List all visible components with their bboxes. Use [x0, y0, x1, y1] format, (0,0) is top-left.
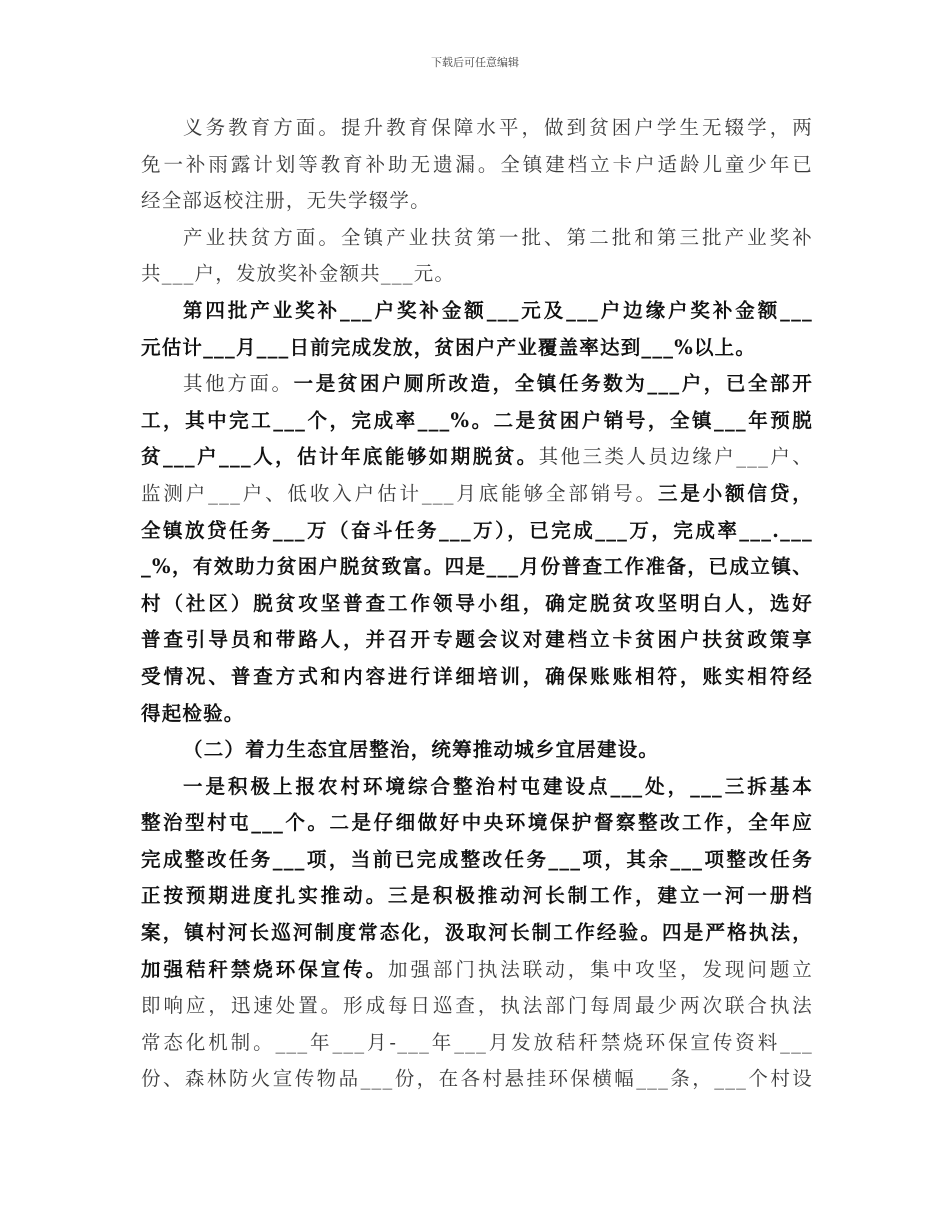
- text-line: [141, 1025, 813, 1062]
- text-segment: 共___户，发放奖补金额共___元。: [141, 262, 456, 286]
- bold-text-segment: 整治型村屯___个。二是仔细做好中央环境保护督察整改工作，全年应: [141, 811, 813, 835]
- text-line: [141, 476, 813, 513]
- text-line: [141, 842, 813, 879]
- bold-text-segment: 一是积极上报农村环境综合整治村屯建设点___处，___三拆基本: [183, 774, 813, 798]
- text-line: [141, 732, 813, 769]
- bold-text-segment: 工，其中完工___个，完成率___%。二是贫困户销号，全镇___年预脱: [141, 408, 813, 432]
- text-line: [141, 622, 813, 659]
- text-line: [141, 878, 813, 915]
- text-line: [141, 256, 813, 293]
- text-segment: 产业扶贫方面。全镇产业扶贫第一批、第二批和第三批产业奖补: [183, 225, 813, 249]
- text-line: [141, 549, 813, 586]
- text-line: [141, 915, 813, 952]
- text-line: [141, 439, 813, 476]
- text-line: [141, 659, 813, 696]
- text-segment: 其他方面。: [183, 372, 294, 396]
- text-line: [141, 183, 813, 220]
- text-segment: 常态化机制。___年___月-___年___月发放秸秆禁烧环保宣传资料___: [141, 1030, 813, 1054]
- text-segment: 监测户___户、低收入户估计___月底能够全部销号。: [141, 481, 658, 505]
- bold-text-segment: 完成整改任务___项，当前已完成整改任务___项，其余___项整改任务: [141, 847, 813, 871]
- text-line: [141, 586, 813, 623]
- document-body: [141, 110, 813, 1098]
- bold-text-segment: 正按预期进度扎实推动。三是积极推动河长制工作，建立一河一册档: [141, 884, 813, 908]
- bold-text-segment: 受情况、普查方式和内容进行详细培训，确保账账相符，账实相符经: [141, 664, 813, 688]
- text-line: [141, 1061, 813, 1098]
- bold-text-segment: 一是贫困户厕所改造，全镇任务数为___户，已全部开: [293, 372, 813, 396]
- text-line: [141, 110, 813, 147]
- text-line: [141, 147, 813, 184]
- text-segment: 免一补雨露计划等教育补助无遗漏。全镇建档立卡户适龄儿童少年已: [141, 152, 813, 176]
- text-segment: 加强部门执法联动，集中攻坚，发现问题立: [388, 957, 813, 981]
- text-segment: 义务教育方面。提升教育保障水平，做到贫困户学生无辍学，两: [183, 116, 813, 139]
- text-line: [141, 330, 813, 367]
- bold-text-segment: 得起检验。: [141, 701, 245, 725]
- bold-text-segment: _%，有效助力贫困户脱贫致富。四是___月份普查工作准备，已成立镇、: [141, 555, 813, 579]
- text-line: [141, 403, 813, 440]
- bold-text-segment: 第四批产业奖补___户奖补金额___元及___户边缘户奖补金额___: [183, 298, 813, 322]
- text-line: [141, 513, 813, 550]
- text-line: [141, 220, 813, 257]
- bold-text-segment: 贫___户___人，估计年底能够如期脱贫。: [141, 445, 539, 469]
- bold-text-segment: 普查引导员和带路人，并召开专题会议对建档立卡贫困户扶贫政策享: [141, 628, 813, 652]
- text-line: [141, 366, 813, 403]
- text-line: [141, 805, 813, 842]
- text-line: [141, 988, 813, 1025]
- page-header: 下载后可任意编辑: [431, 56, 519, 69]
- text-segment: 经全部返校注册，无失学辍学。: [141, 189, 431, 213]
- text-segment: 即响应，迅速处置。形成每日巡查，执法部门每周最少两次联合执法: [141, 994, 813, 1018]
- text-segment: 份、森林防火宣传物品___份，在各村悬挂环保横幅___条，___个村设: [141, 1067, 813, 1091]
- text-line: [141, 769, 813, 806]
- text-line: [141, 293, 813, 330]
- bold-text-segment: 村（社区）脱贫攻坚普查工作领导小组，确定脱贫攻坚明白人，选好: [141, 591, 813, 615]
- text-segment: 其他三类人员边缘户___户、: [538, 445, 813, 469]
- bold-text-segment: （二）着力生态宜居整治，统筹推动城乡宜居建设。: [183, 738, 660, 762]
- text-line: [141, 696, 813, 733]
- bold-text-segment: 元估计___月___日前完成发放，贫困户产业覆盖率达到___%以上。: [141, 335, 757, 359]
- bold-text-segment: 案，镇村河长巡河制度常态化，汲取河长制工作经验。四是严格执法，: [141, 921, 813, 945]
- bold-text-segment: 加强秸秆禁烧环保宣传。: [141, 957, 389, 981]
- bold-text-segment: 三是小额信贷，: [657, 481, 813, 505]
- bold-text-segment: 全镇放贷任务___万（奋斗任务___万），已完成___万，完成率___.___: [141, 518, 813, 542]
- text-line: [141, 952, 813, 989]
